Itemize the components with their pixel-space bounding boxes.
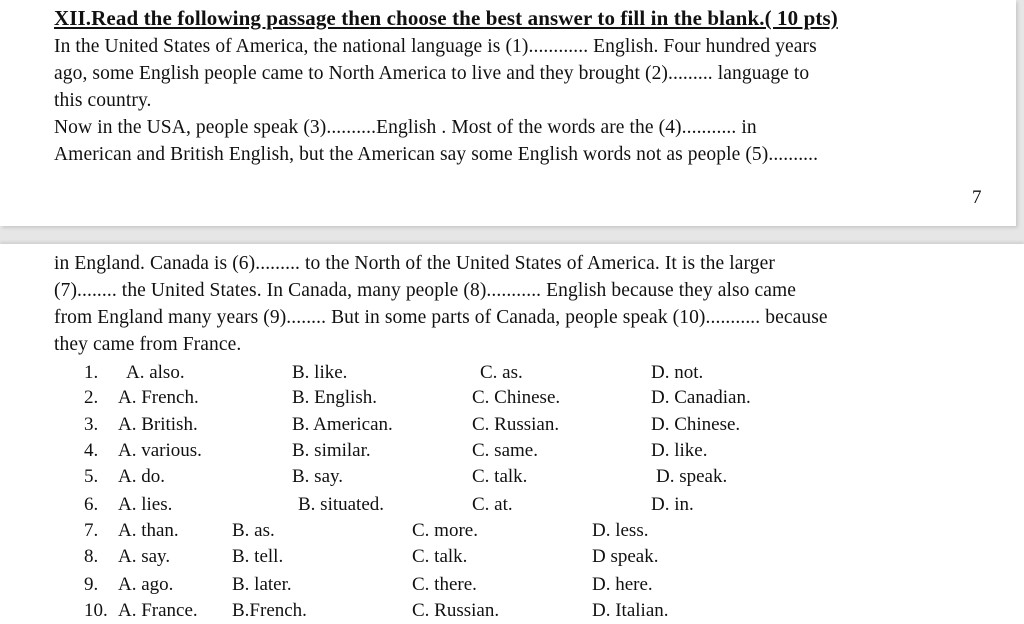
option-d: D. like. bbox=[651, 440, 708, 461]
question-number: 5. bbox=[84, 466, 99, 487]
option-c: C. there. bbox=[412, 574, 477, 595]
option-c: C. Russian. bbox=[472, 414, 560, 435]
option-b: B. English. bbox=[292, 387, 377, 408]
question-number: 2. bbox=[84, 387, 99, 408]
passage-line: in England. Canada is (6)......... to the North of the United States of America. It is the larger bbox=[54, 253, 775, 274]
option-a: A. France. bbox=[118, 600, 198, 621]
option-b: B. American. bbox=[292, 414, 393, 435]
option-b: B. similar. bbox=[292, 440, 371, 461]
option-d: D. here. bbox=[592, 574, 653, 595]
passage-line: ago, some English people came to North America to live and they brought (2)......... language to bbox=[54, 63, 810, 84]
option-b: B. as. bbox=[232, 520, 275, 541]
question-number: 6. bbox=[84, 494, 99, 515]
passage-line: this country. bbox=[54, 90, 152, 111]
option-b: B. later. bbox=[232, 574, 292, 595]
option-d: D. in. bbox=[651, 494, 694, 515]
option-a: A. than. bbox=[118, 520, 179, 541]
option-c: C. Chinese. bbox=[472, 387, 561, 408]
worksheet-page-7 bbox=[0, 0, 1016, 226]
option-c: C. at. bbox=[472, 494, 513, 515]
option-c: C. same. bbox=[472, 440, 538, 461]
option-d: D. Italian. bbox=[592, 600, 669, 621]
passage-line: American and British English, but the American say some English words not as people (5).......... bbox=[54, 144, 819, 165]
passage-line: Now in the USA, people speak (3)..........English . Most of the words are the (4)........... in bbox=[54, 117, 757, 138]
option-c: C. Russian. bbox=[412, 600, 500, 621]
option-d: D speak. bbox=[592, 546, 659, 567]
question-number: 9. bbox=[84, 574, 99, 595]
question-number: 7. bbox=[84, 520, 99, 541]
worksheet-page-8 bbox=[0, 244, 1024, 624]
option-d: D. not. bbox=[651, 362, 704, 383]
option-b: B. like. bbox=[292, 362, 348, 383]
option-b: B. say. bbox=[292, 466, 344, 487]
option-a: A. lies. bbox=[118, 494, 173, 515]
exercise-title: XII.Read the following passage then choose the best answer to fill in the blank.( 10 pts) bbox=[54, 6, 838, 30]
option-a: A. also. bbox=[126, 362, 185, 383]
option-c: C. talk. bbox=[412, 546, 468, 567]
option-d: D. Chinese. bbox=[651, 414, 741, 435]
question-number: 10. bbox=[84, 600, 108, 621]
option-d: D. speak. bbox=[656, 466, 728, 487]
option-a: A. ago. bbox=[118, 574, 174, 595]
option-a: A. say. bbox=[118, 546, 171, 567]
option-a: A. do. bbox=[118, 466, 165, 487]
option-c: C. talk. bbox=[472, 466, 528, 487]
question-number: 1. bbox=[84, 362, 99, 383]
passage-line: they came from France. bbox=[54, 334, 242, 355]
option-a: A. British. bbox=[118, 414, 198, 435]
passage-line: from England many years (9)........ But in some parts of Canada, people speak (10)........... because bbox=[54, 307, 828, 328]
option-b: B. situated. bbox=[298, 494, 385, 515]
passage-line: In the United States of America, the national language is (1)............ English. Four hundred years bbox=[54, 36, 817, 57]
option-c: C. more. bbox=[412, 520, 478, 541]
option-a: A. various. bbox=[118, 440, 202, 461]
option-d: D. Canadian. bbox=[651, 387, 751, 408]
question-number: 8. bbox=[84, 546, 99, 567]
option-b: B.French. bbox=[232, 600, 307, 621]
question-number: 4. bbox=[84, 440, 99, 461]
question-number: 3. bbox=[84, 414, 99, 435]
page-number: 7 bbox=[972, 187, 982, 208]
option-a: A. French. bbox=[118, 387, 199, 408]
passage-line: (7)........ the United States. In Canada, many people (8)........... English because they also came bbox=[54, 280, 797, 301]
option-d: D. less. bbox=[592, 520, 649, 541]
option-b: B. tell. bbox=[232, 546, 284, 567]
option-c: C. as. bbox=[480, 362, 523, 383]
